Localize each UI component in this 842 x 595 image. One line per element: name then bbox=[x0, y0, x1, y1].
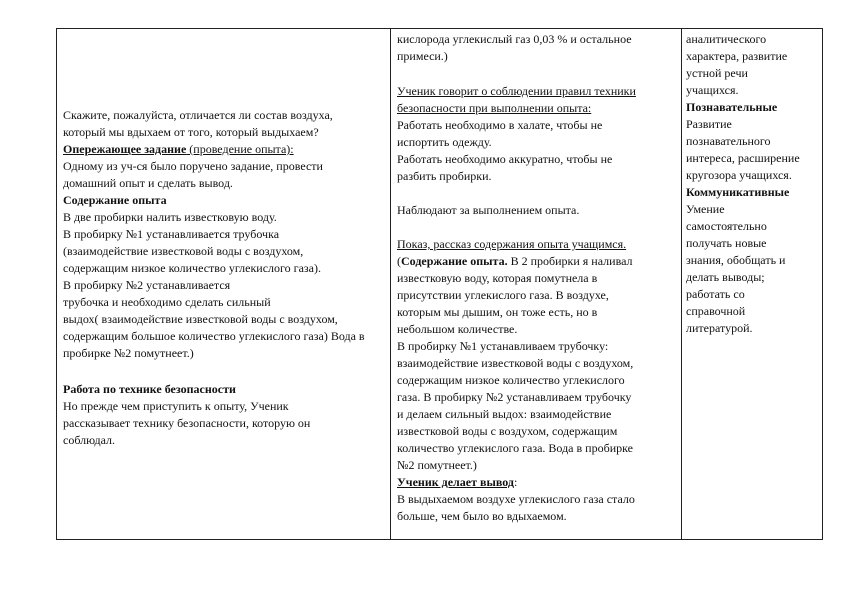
outcome-text: работать со bbox=[686, 287, 745, 301]
safety-rule-text: Работать необходимо в халате, чтобы не bbox=[397, 118, 603, 132]
safety-rule-text: испортить одежду. bbox=[397, 135, 492, 149]
experiment-content-text: которым мы дышим, он тоже есть, но в bbox=[397, 305, 598, 319]
safety-rule-text: Работать необходимо аккуратно, чтобы не bbox=[397, 152, 613, 166]
experiment-content-text: выдох( взаимодействие известковой воды с воздухом, bbox=[63, 312, 338, 326]
experiment-content-text: содержащим большое количество углекислого газа) Вода в bbox=[63, 329, 365, 343]
outcome-text: учащихся. bbox=[686, 83, 739, 97]
demonstration-title: Показ, рассказ содержания опыта учащимся. bbox=[397, 237, 627, 251]
experiment-content-line bbox=[397, 254, 633, 268]
experiment-content-text: присутствии углекислого газа. В воздухе, bbox=[397, 288, 609, 302]
experiment-content-text: небольшом количестве. bbox=[397, 322, 518, 336]
conclusion-text: В выдыхаемом воздухе углекислого газа стало bbox=[397, 492, 635, 506]
outcome-text: Развитие bbox=[686, 117, 732, 131]
experiment-content-text: В пробирку №1 устанавливается трубочка bbox=[63, 227, 280, 241]
open-paren: ( bbox=[397, 254, 401, 268]
safety-title: Работа по технике безопасности bbox=[63, 382, 236, 396]
experiment-content-text: В 2 пробирки я наливал bbox=[507, 254, 633, 268]
conclusion-title: Ученик делает вывод bbox=[397, 475, 514, 489]
outcome-text: познавательного bbox=[686, 134, 771, 148]
outcome-text: кругозора учащихся. bbox=[686, 168, 792, 182]
experiment-content-title: Содержание опыта bbox=[63, 193, 167, 207]
advance-task-text: домашний опыт и сделать вывод. bbox=[63, 176, 233, 190]
outcome-text: интереса, расширение bbox=[686, 151, 800, 165]
advance-task-title: Опережающее задание bbox=[63, 142, 187, 156]
experiment-content-text: В две пробирки налить известковую воду. bbox=[63, 210, 277, 224]
experiment-content-text: газа. В пробирку №2 устанавливаем трубочку bbox=[397, 390, 632, 404]
safety-rule-text: разбить пробирки. bbox=[397, 169, 492, 183]
experiment-content-text: содержащим низкое количество углекислого bbox=[397, 373, 625, 387]
cognitive-title: Познавательные bbox=[686, 100, 778, 114]
question-line: который мы вдыхаем от того, который выдыхаем? bbox=[63, 125, 319, 139]
outcome-text: литературой. bbox=[686, 321, 753, 335]
outcome-text: знания, обобщать и bbox=[686, 253, 786, 267]
outcome-text: Умение bbox=[686, 202, 725, 216]
outcome-text: справочной bbox=[686, 304, 746, 318]
conclusion-text: больше, чем было во вдыхаемом. bbox=[397, 509, 567, 523]
composition-text: кислорода углекислый газ 0,03 % и остальное bbox=[397, 32, 632, 46]
safety-text: соблюдал. bbox=[63, 433, 116, 447]
experiment-content-text: трубочка и необходимо сделать сильный bbox=[63, 295, 271, 309]
safety-rules-title: Ученик говорит о соблюдении правил техники bbox=[397, 84, 636, 98]
experiment-content-text: и делаем сильный выдох: взаимодействие bbox=[397, 407, 612, 421]
safety-rules-title: безопасности при выполнении опыта: bbox=[397, 101, 592, 115]
student-column bbox=[391, 29, 681, 539]
conclusion-title-line bbox=[397, 475, 517, 489]
experiment-content-text: пробирке №2 помутнеет.) bbox=[63, 346, 194, 360]
teacher-column bbox=[57, 29, 390, 539]
lesson-table bbox=[56, 28, 823, 540]
experiment-content-text: №2 помутнеет.) bbox=[397, 458, 477, 472]
composition-text: примеси.) bbox=[397, 49, 448, 63]
safety-text: рассказывает технику безопасности, которую он bbox=[63, 416, 311, 430]
experiment-content-text: количество углекислого газа. Вода в пробирке bbox=[397, 441, 633, 455]
experiment-content-text: взаимодействие известковой воды с воздухом, bbox=[397, 356, 634, 370]
experiment-content-title: Содержание опыта. bbox=[401, 254, 508, 268]
outcome-text: делать выводы; bbox=[686, 270, 765, 284]
advance-task-note: (проведение опыта): bbox=[186, 142, 294, 156]
question-line: Скажите, пожалуйста, отличается ли состав воздуха, bbox=[63, 108, 333, 122]
communicative-title: Коммуникативные bbox=[686, 185, 790, 199]
advance-task-text: Одному из уч-ся было поручено задание, провести bbox=[63, 159, 323, 173]
outcome-text: устной речи bbox=[686, 66, 748, 80]
outcomes-column bbox=[682, 29, 823, 539]
advance-task-line bbox=[63, 142, 294, 156]
experiment-content-text: известковой воды с воздухом, содержащим bbox=[397, 424, 618, 438]
safety-text: Но прежде чем приступить к опыту, Ученик bbox=[63, 399, 289, 413]
observe-text: Наблюдают за выполнением опыта. bbox=[397, 203, 580, 217]
outcome-text: получать новые bbox=[686, 236, 767, 250]
experiment-content-text: известковую воду, которая помутнела в bbox=[397, 271, 598, 285]
outcome-text: характера, развитие bbox=[686, 49, 788, 63]
conclusion-colon: : bbox=[513, 475, 518, 489]
experiment-content-text: (взаимодействие известковой воды с воздухом, bbox=[63, 244, 304, 258]
experiment-content-text: В пробирку №1 устанавливаем трубочку: bbox=[397, 339, 609, 353]
outcome-text: самостоятельно bbox=[686, 219, 767, 233]
outcome-text: аналитического bbox=[686, 32, 767, 46]
experiment-content-text: В пробирку №2 устанавливается bbox=[63, 278, 231, 292]
experiment-content-text: содержащим низкое количество углекислого газа). bbox=[63, 261, 321, 275]
